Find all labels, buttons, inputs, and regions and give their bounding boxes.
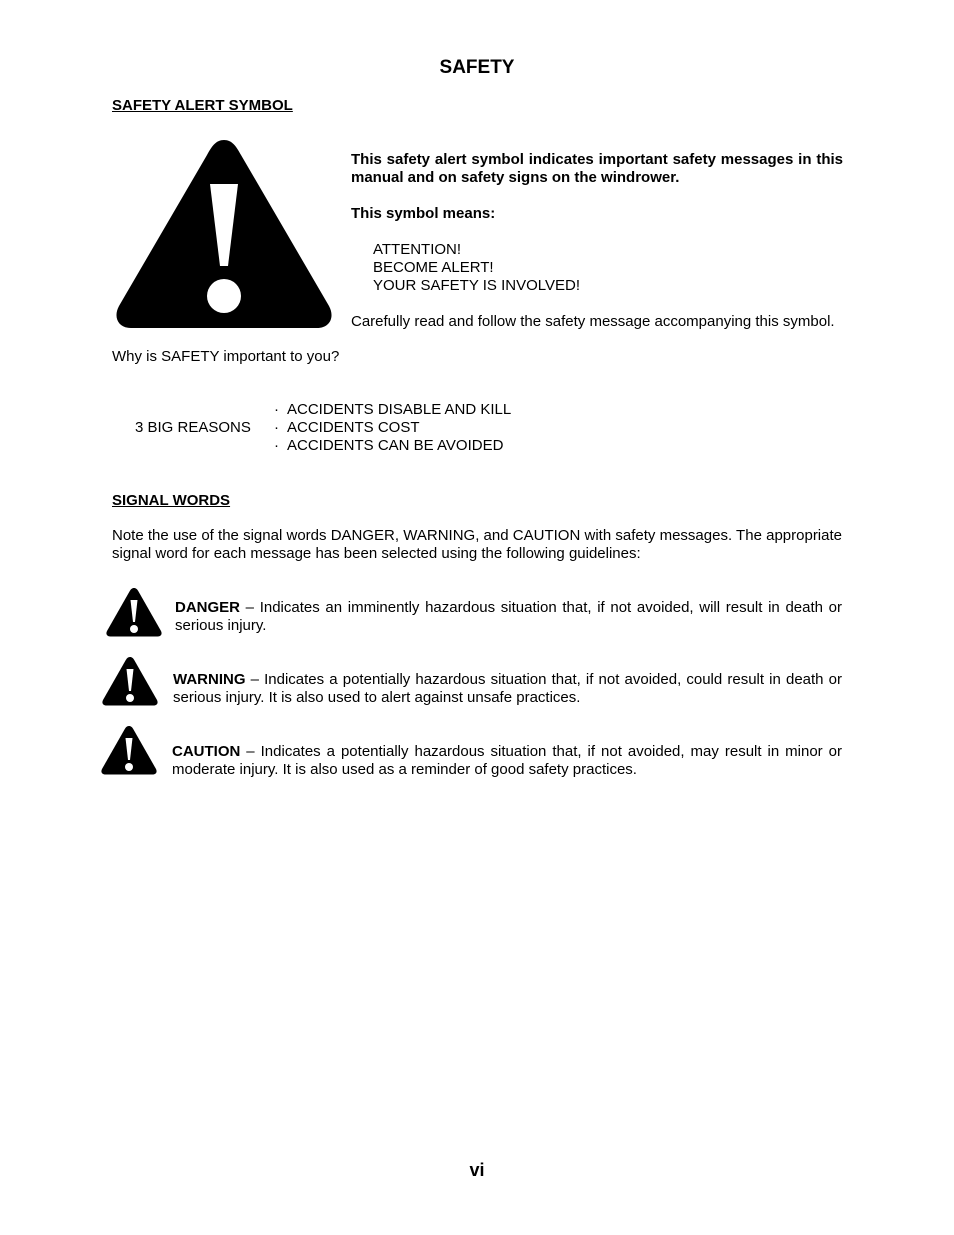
danger-signal-word: DANGER <box>175 599 241 616</box>
danger-description: – Indicates an imminently hazardous situation that, if not avoided, will result in death or serious injury. <box>175 599 842 634</box>
means-line: YOUR SAFETY IS INVOLVED! <box>373 277 580 294</box>
alert-symbol-description <box>351 151 843 331</box>
symbol-means-list <box>351 241 843 295</box>
reason-text: ACCIDENTS COST <box>287 419 420 436</box>
symbol-means-label: This symbol means: <box>351 205 496 222</box>
page-number: vi <box>469 1160 485 1180</box>
list-item <box>274 419 511 437</box>
means-line: BECOME ALERT! <box>373 259 494 276</box>
danger-alert-icon <box>105 586 163 638</box>
signal-words-heading: SIGNAL WORDS <box>112 492 231 509</box>
warning-definition <box>173 671 842 707</box>
warning-description: – Indicates a potentially hazardous situation that, if not avoided, could result in death or serious injury. It is also used to alert against unsafe practices. <box>173 671 842 706</box>
list-item <box>274 401 511 419</box>
big-reasons-label: 3 BIG REASONS <box>135 419 251 436</box>
signal-words-intro: Note the use of the signal words DANGER, WARNING, and CAUTION with safety messages. The appropriate signal word for each message has been selected using the following guidelines: <box>112 527 842 562</box>
danger-definition <box>175 599 842 635</box>
bullet: · <box>274 437 279 454</box>
warning-alert-icon <box>101 655 159 707</box>
caution-description: – Indicates a potentially hazardous situation that, if not avoided, may result in minor or moderate injury. It is also used as a reminder of good safety practices. <box>172 743 842 778</box>
reasons-list <box>274 401 511 455</box>
reason-text: ACCIDENTS DISABLE AND KILL <box>287 401 512 418</box>
bullet: · <box>274 401 279 418</box>
warning-signal-word: WARNING <box>173 671 246 688</box>
page-title: SAFETY <box>439 57 515 78</box>
caution-alert-icon <box>100 724 158 776</box>
list-item <box>274 437 511 455</box>
bullet: · <box>274 419 279 436</box>
means-line: ATTENTION! <box>373 241 462 258</box>
why-safety-question: Why is SAFETY important to you? <box>112 348 340 365</box>
safety-alert-symbol-heading: SAFETY ALERT SYMBOL <box>112 97 293 114</box>
follow-message-text: Carefully read and follow the safety message accompanying this symbol. <box>351 313 835 330</box>
caution-definition <box>172 743 842 779</box>
caution-signal-word: CAUTION <box>172 743 241 760</box>
safety-alert-triangle-icon <box>114 136 334 330</box>
alert-symbol-intro: This safety alert symbol indicates important safety messages in this manual and on safety signs on the windrower. <box>351 151 843 186</box>
reason-text: ACCIDENTS CAN BE AVOIDED <box>287 437 504 454</box>
